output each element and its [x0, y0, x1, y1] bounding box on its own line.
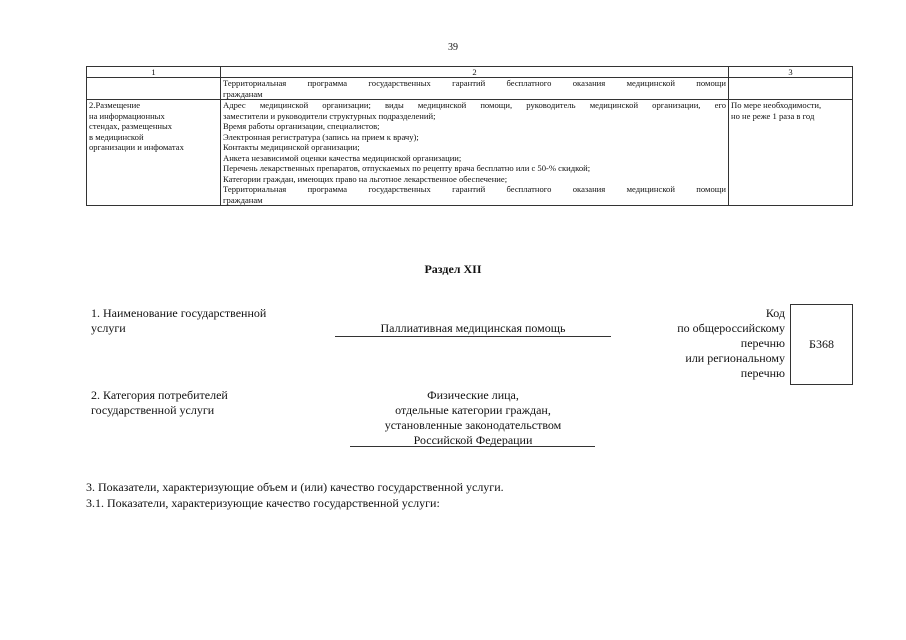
- cell-text-line: в медицинской: [89, 131, 144, 142]
- label-line: перечню: [740, 336, 785, 350]
- cell-text-line: Время работы организации, специалистов;: [223, 121, 380, 131]
- table-cell-method: [87, 100, 221, 206]
- service-name-label: [91, 306, 266, 336]
- value-line: отдельные категории граждан,: [395, 403, 551, 417]
- cell-text-line: По мере необходимости,: [731, 100, 822, 110]
- cell-text-line: гражданам: [223, 88, 263, 99]
- consumers-label: [91, 388, 228, 418]
- cell-text-line: на информационных: [89, 110, 165, 121]
- cell-text-line: организации и инфоматах: [89, 142, 184, 152]
- cell-text-line: стендах, размещенных: [89, 121, 173, 131]
- table-row: [87, 100, 853, 206]
- cell-text-line: Территориальная программа государственных гарантий бесплатного оказания медицинской помощи: [223, 78, 726, 88]
- table-cell-empty: [87, 78, 221, 100]
- services-table: [86, 66, 853, 206]
- cell-text-line: Территориальная программа государственных гарантий бесплатного оказания медицинской помощи: [223, 184, 726, 194]
- label-line: 2. Категория потребителей: [91, 388, 228, 402]
- label-line: 1. Наименование государственной: [91, 306, 267, 320]
- label-line: по общероссийскому: [677, 321, 785, 335]
- label-line: услуги: [91, 321, 126, 335]
- cell-text-line: Анкета независимой оценки качества медицинской организации;: [223, 152, 462, 163]
- service-name-value: Паллиативная медицинская помощь: [335, 321, 611, 337]
- section-title: Раздел XII: [424, 262, 482, 276]
- value-line: установленные законодательством: [384, 418, 562, 432]
- code-value: Б368: [809, 337, 834, 351]
- value-line: Физические лица,: [427, 388, 519, 402]
- table-header-row: [87, 67, 853, 78]
- column-header-3: 3: [729, 67, 853, 78]
- cell-text-line: Категории граждан, имеющих право на льготное лекарственное обеспечение;: [223, 173, 508, 184]
- label-line: или региональному: [685, 351, 785, 365]
- cell-text-line: гражданам: [223, 194, 263, 205]
- quality-indicators-heading: 3.1. Показатели, характеризующие качество государственной услуги:: [86, 496, 440, 510]
- code-label: [620, 306, 785, 381]
- table-cell-program: [221, 78, 729, 100]
- table-cell-empty: [729, 78, 853, 100]
- code-box: [790, 304, 853, 385]
- cell-text-line: Электронная регистратура (запись на прием к врачу);: [223, 131, 419, 142]
- table-cell-content: [221, 100, 729, 206]
- value-line: Российской Федерации: [413, 433, 533, 447]
- label-line: государственной услуги: [91, 403, 215, 417]
- cell-text-line: 2.Размещение: [89, 100, 141, 110]
- label-line: перечню: [740, 366, 785, 380]
- cell-text-line: заместители и руководители структурных подразделений;: [223, 110, 436, 121]
- consumers-value: [335, 388, 611, 448]
- consumers-underline: [350, 446, 595, 447]
- cell-text-line: но не реже 1 раза в год: [731, 110, 815, 121]
- table-cell-frequency: [729, 100, 853, 206]
- indicators-heading: 3. Показатели, характеризующие объем и (или) качество государственной услуги.: [86, 480, 504, 494]
- column-header-1: 1: [87, 67, 221, 78]
- page-number: 39: [448, 42, 458, 53]
- cell-text-line: Перечень лекарственных препаратов, отпускаемых по рецепту врача бесплатно или с 50-% скидкой;: [223, 163, 591, 173]
- cell-text-line: Адрес медицинской организации; виды медицинской помощи, руководитель медицинской организации, его: [223, 100, 726, 110]
- column-header-2: 2: [221, 67, 729, 78]
- cell-text-line: Контакты медицинской организации;: [223, 142, 360, 152]
- table-row: [87, 78, 853, 100]
- label-line: Код: [765, 306, 785, 320]
